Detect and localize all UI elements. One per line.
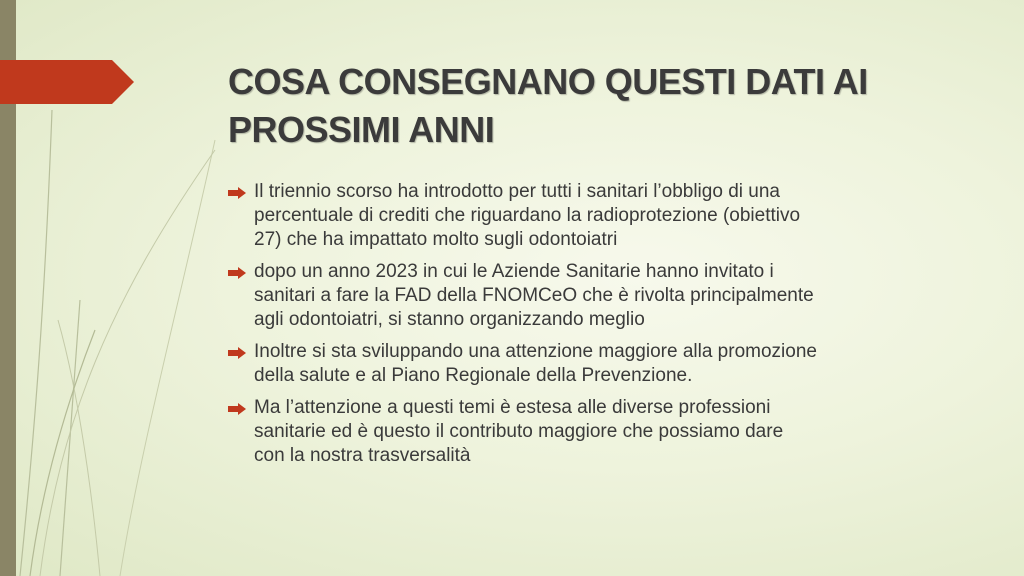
bullet-item <box>228 180 968 252</box>
bullet-text-line: sanitarie ed è questo il contributo maggiore che possiamo dare <box>254 421 784 442</box>
bullet-item <box>228 340 968 388</box>
bullet-item <box>228 260 968 332</box>
bullet-text-line: Il triennio scorso ha introdotto per tutti i sanitari l’obbligo di una <box>254 181 780 202</box>
bullet-text-line: 27) che ha impattato molto sugli odontoiatri <box>254 229 618 250</box>
bullet-text-line: sanitari a fare la FAD della FNOMCeO che è rivolta principalmente <box>254 285 814 306</box>
bullet-list <box>228 180 968 476</box>
bullet-text-line: dopo un anno 2023 in cui le Aziende Sanitarie hanno invitato i <box>254 261 774 282</box>
bullet-text-line: agli odontoiatri, si stanno organizzando meglio <box>254 309 645 330</box>
bullet-text-line: Inoltre si sta sviluppando una attenzione maggiore alla promozione <box>254 341 817 362</box>
title-line: COSA CONSEGNANO QUESTI DATI AI <box>228 61 868 102</box>
arrow-bullet-icon <box>228 267 246 279</box>
bullet-text-line: percentuale di crediti che riguardano la radioprotezione (obiettivo <box>254 205 801 226</box>
arrow-bullet-icon <box>228 347 246 359</box>
title-accent-arrow <box>0 60 136 104</box>
bullet-text-line: della salute e al Piano Regionale della Prevenzione. <box>254 365 693 386</box>
bullet-item <box>228 396 968 468</box>
arrow-bullet-icon <box>228 403 246 415</box>
slide-title <box>228 58 988 154</box>
title-line: PROSSIMI ANNI <box>228 109 495 150</box>
bullet-text-line: Ma l’attenzione a questi temi è estesa alle diverse professioni <box>254 397 771 418</box>
arrow-bullet-icon <box>228 187 246 199</box>
bullet-text-line: con la nostra trasversalità <box>254 445 471 466</box>
